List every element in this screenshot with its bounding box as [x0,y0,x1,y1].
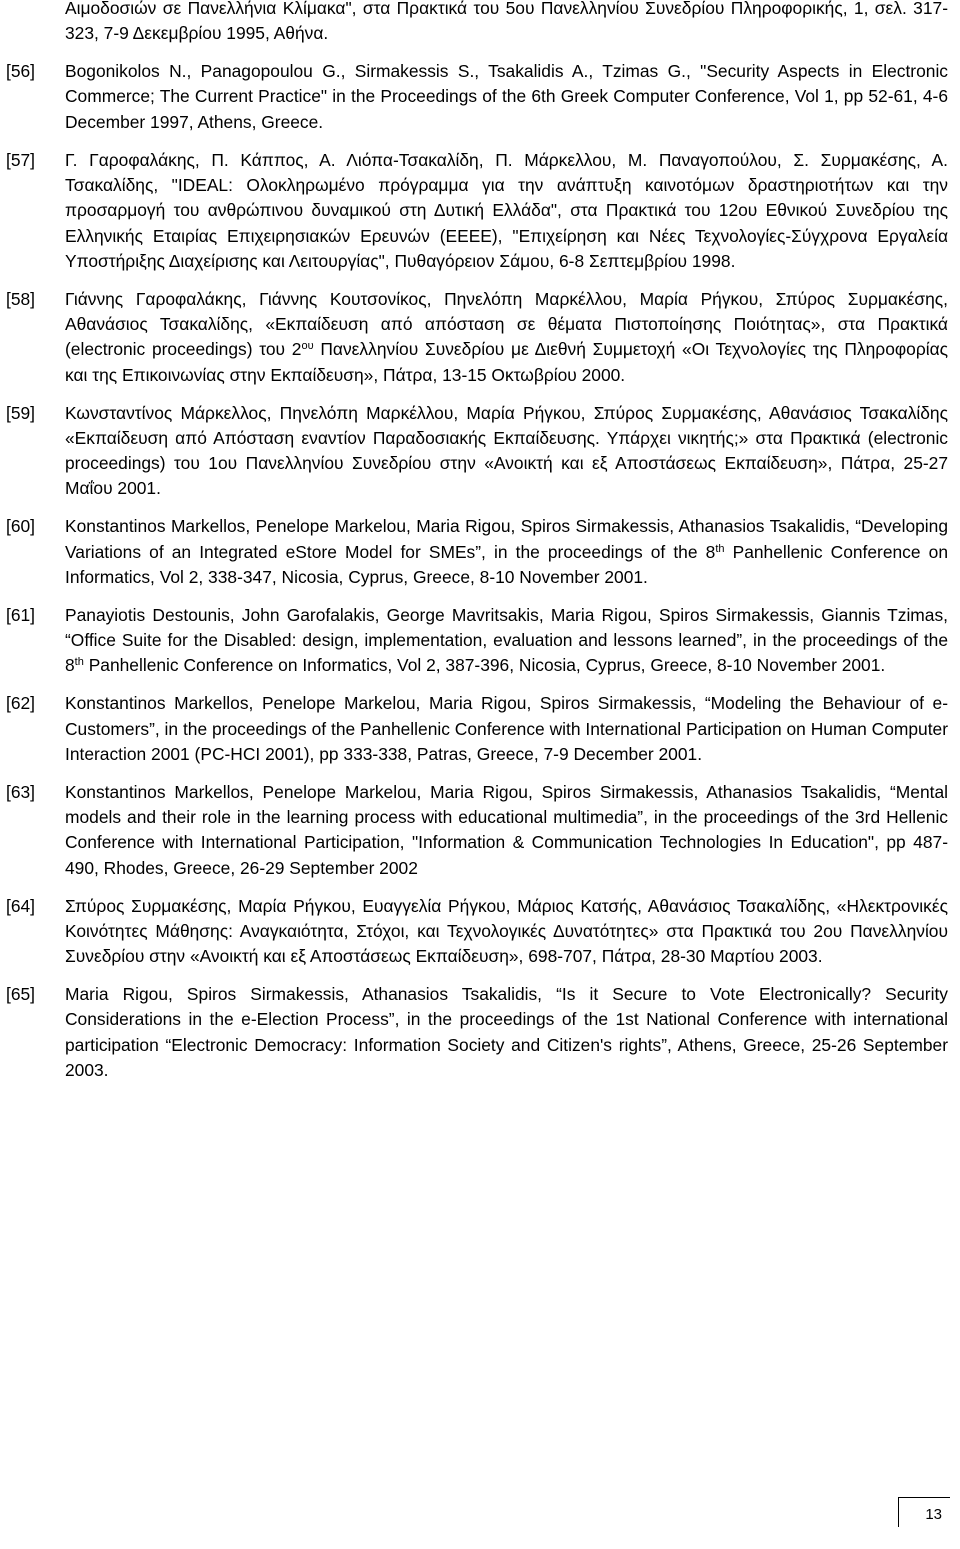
reference-text [65,403,948,499]
reference-text-segment: Panhellenic Conference on Informatics, Vol 2, 338-347, Nicosia, Cyprus, Greece, 8-10 November 2001. [65,541,948,587]
ordinal-superscript: ου [301,340,314,353]
reference-entry [6,148,948,274]
reference-text [65,984,948,1080]
reference-text-segment: Γ. Γαροφαλάκης, Π. Κάππος, Α. Λιόπα-Τσακαλίδη, Π. Μάρκελλου, Μ. Παναγοπούλου, Σ. Συρμακέσης, Α. Τσακαλίδης, "IDEAL: Ολοκληρωμένο πρόγραμμα για την ανάπτυξη καινοτόμων δραστηριοτήτων και την προσαρμογή του ανθρώπινου δυναμικού στη Δυτική Ελλάδα", στα Πρακτικά του 12ου Εθνικού Συνεδρίου της Ελληνικής Εταιρίας Επιχειρησιακών Ερευνών (ΕΕΕΕ), "Επιχείρηση και Νέες Τεχνολογίες-Σύγχρονα Εργαλεία Υποστήριξης Διαχείρισης και Λειτουργίας", Πυθαγόρειον Σάμου, 6-8 Σεπτεμβρίου 1998. [65,149,948,271]
reference-continuation [6,0,948,47]
reference-text-segment: Αιμοδοσιών σε Πανελλήνια Κλίμακα", στα Πρακτικά του 5ου Πανελληνίου Συνεδρίου Πληροφορικής, 1, σελ. 317-323, 7-9 Δεκεμβρίου 1995, Αθήνα. [65,0,948,44]
reference-number: [61] [6,604,36,625]
reference-text-segment: Γιάννης Γαροφαλάκης, Γιάννης Κουτσονίκος, Πηνελόπη Μαρκέλλου, Μαρία Ρήγκου, Σπύρος Συρμακέσης, Αθανάσιος Τσακαλίδης, «Εκπαίδευση από απόσταση σε θέματα Πιστοποίησης Ποιότητας», στα Πρακτικά (electronic proceedings) του 2 [65,288,948,360]
reference-text [65,0,948,43]
page-number-box [898,1497,950,1527]
reference-entry [6,287,948,388]
reference-text [65,150,948,271]
reference-number: [58] [6,288,36,309]
ordinal-superscript: th [715,542,725,555]
reference-text-segment: Konstantinos Markellos, Penelope Markelou, Maria Rigou, Spiros Sirmakessis, Athanasios Tsakalidis, “Mental models and their role in the learning process with educational multimedia”, in the proceedings of the 3rd Hellenic Conference with International Participation, "Information & Communication Technologies In Education", pp 487-490, Rhodes, Greece, 26-29 September 2002 [65,781,948,878]
reference-number: [62] [6,693,36,714]
reference-text-segment: Konstantinos Markellos, Penelope Markelou, Maria Rigou, Spiros Sirmakessis, “Modeling the Behaviour of e-Customers”, in the proceedings of the Panhellenic Conference with International Participation on Human Computer Interaction 2001 (PC-HCI 2001), pp 333-338, Patras, Greece, 7-9 December 2001. [65,693,948,764]
reference-entry [6,894,948,970]
reference-entry [6,514,948,590]
reference-number: [64] [6,895,36,916]
reference-text-segment: Σπύρος Συρμακέσης, Μαρία Ρήγκου, Ευαγγελία Ρήγκου, Μάριος Κατσής, Αθανάσιος Τσακαλίδης, «Ηλεκτρονικές Κοινότητες Μάθησης: Αναγκαιότητα, Στόχοι, και Τεχνολογικές Δυνατότητες» στα Πρακτικά του 2ου Πανελληνίου Συνεδρίου στην «Ανοικτή και εξ Αποστάσεως Εκπαίδευση», 698-707, Πάτρα, 28-30 Μαρτίου 2003. [65,895,948,967]
page-number: 13 [925,1506,942,1523]
reference-text-segment: Panayiotis Destounis, John Garofalakis, George Mavritsakis, Maria Rigou, Spiros Sirmakessis, Giannis Tzimas, “Office Suite for the Disabled: design, implementation, evaluation and lessons learned”, in the proceedings of the 8 [65,604,948,676]
reference-text [65,896,948,967]
reference-number: [65] [6,984,36,1005]
ordinal-superscript: th [74,656,84,669]
reference-text-segment: Panhellenic Conference on Informatics, Vol 2, 387-396, Nicosia, Cyprus, Greece, 8-10 November 2001. [83,655,886,676]
reference-text-segment: Bogonikolos N., Panagopoulou G., Sirmakessis S., Tsakalidis A., Tzimas G., "Security Aspects in Electronic Commerce; The Current Practice" in the Proceedings of the 6th Greek Computer Conference, Vol 1, pp 52-61, 4-6 December 1997, Athens, Greece. [65,61,948,132]
reference-text [65,516,948,587]
reference-entry [6,603,948,679]
reference-entry [6,401,948,502]
reference-text-segment: Maria Rigou, Spiros Sirmakessis, Athanasios Tsakalidis, “Is it Secure to Vote Electronically? Security Considerations in the e-Election Process”, in the proceedings of the 1st National Conference with international participation “Electronic Democracy: Information Society and Citizen's rights”, Athens, Greece, 25-26 September 2003. [65,984,948,1080]
reference-text [65,289,948,385]
reference-list [6,0,948,1096]
reference-text [65,605,948,676]
reference-text-segment: Κωνσταντίνος Μάρκελλος, Πηνελόπη Μαρκέλλου, Μαρία Ρήγκου, Σπύρος Συρμακέσης, Αθανάσιος Τσακαλίδης «Εκπαίδευση από Απόσταση εναντίον Παραδοσιακής Εκπαίδευσης. Υπάρχει νικητής;» στα Πρακτικά (electronic proceedings) του 1ου Πανελληνίου Συνεδρίου στην «Ανοικτή και εξ Αποστάσεως Εκπαίδευση», Πάτρα, 25-27 Μαΐου 2001. [65,402,948,499]
reference-number: [59] [6,402,36,423]
reference-entry [6,59,948,135]
reference-entry [6,982,948,1083]
reference-entry [6,691,948,767]
reference-text [65,61,948,132]
reference-number: [57] [6,149,36,170]
reference-text-segment: Πανελληνίου Συνεδρίου με Διεθνή Συμμετοχή «Οι Τεχνολογίες της Πληροφορίας και της Επικοινωνίας στην Εκπαίδευση», Πάτρα, 13-15 Οκτωβρίου 2000. [65,339,949,385]
reference-entry [6,780,948,881]
reference-text-segment: Konstantinos Markellos, Penelope Markelou, Maria Rigou, Spiros Sirmakessis, Athanasios Tsakalidis, “Developing Variations of an Integrated eStore Model for SMEs”, in the proceedings of the 8 [65,516,948,562]
reference-text [65,693,948,764]
reference-text [65,782,948,878]
reference-number: [63] [6,781,36,802]
reference-number: [60] [6,516,36,537]
reference-number: [56] [6,61,36,82]
